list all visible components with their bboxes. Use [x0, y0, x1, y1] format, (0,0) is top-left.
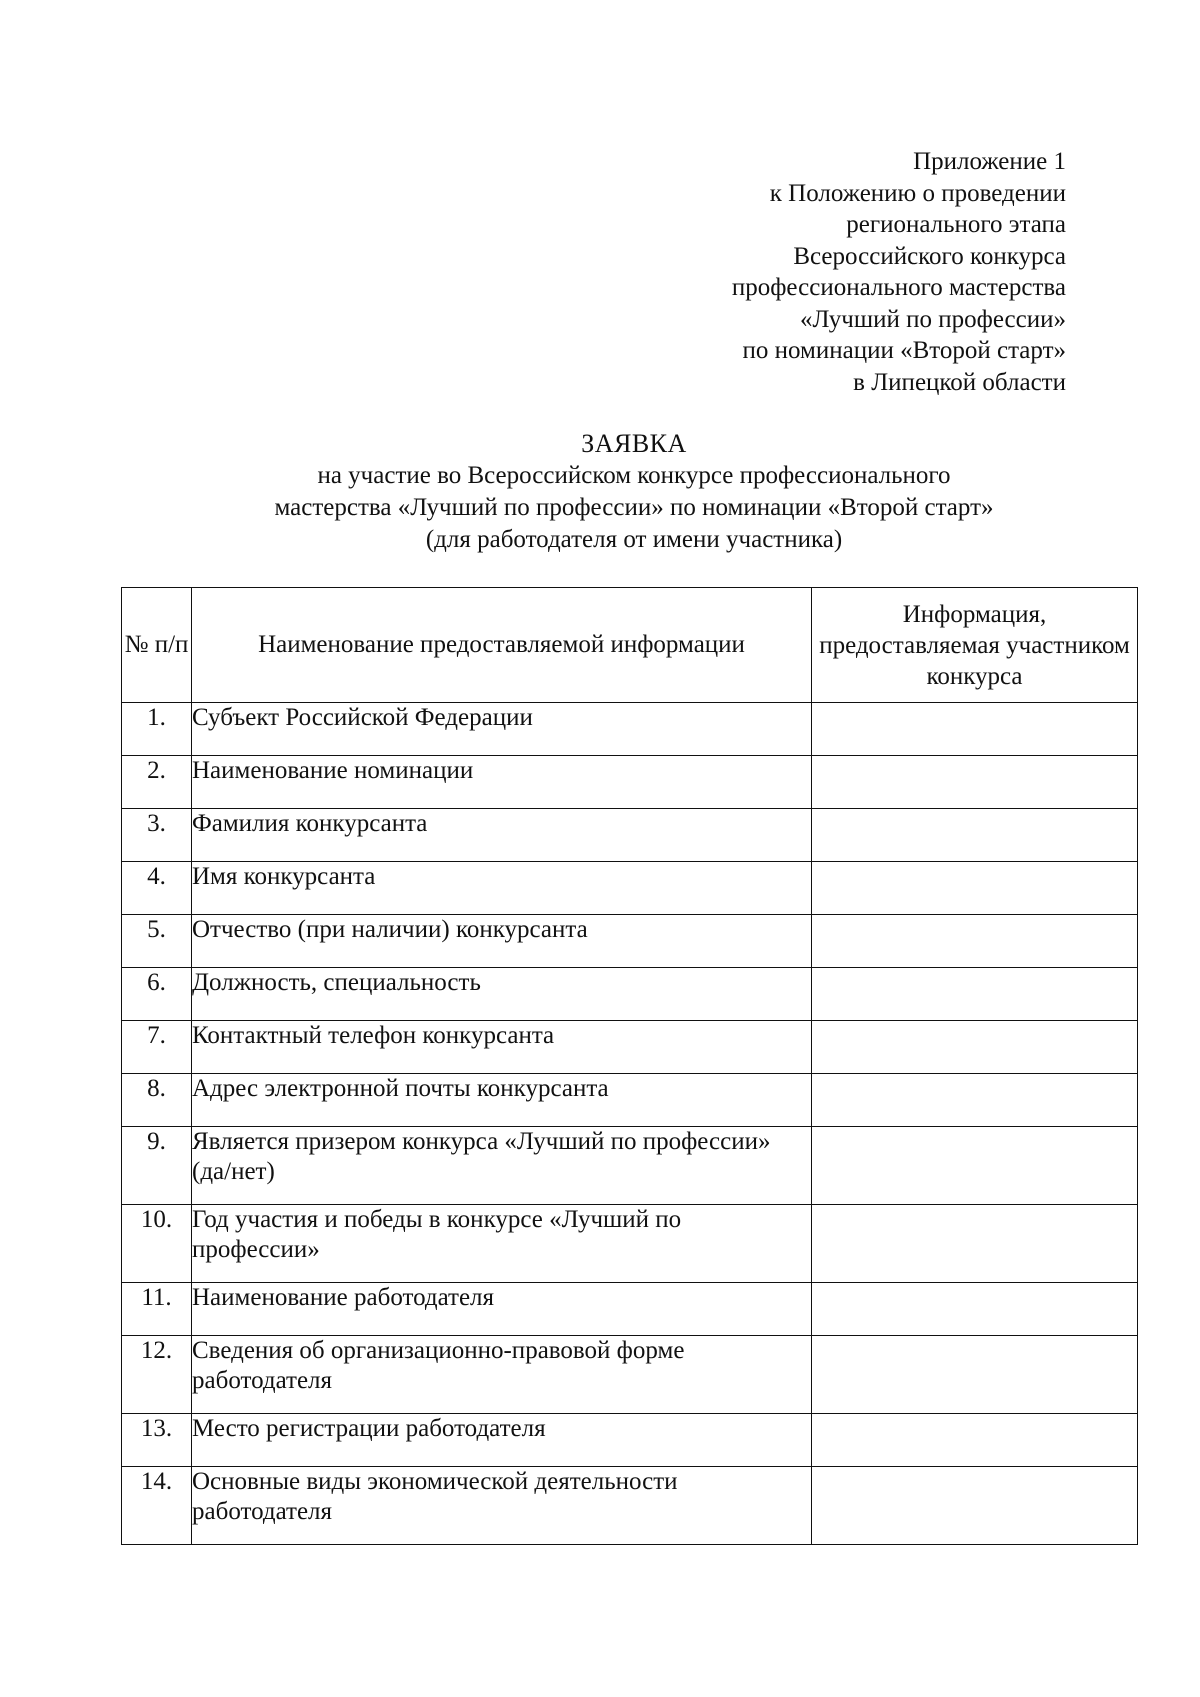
- table-row: [122, 862, 1138, 915]
- row-field-name: Год участия и победы в конкурсе «Лучший по профессии»: [192, 1205, 812, 1283]
- column-header-name: Наименование предоставляемой информации: [192, 588, 812, 703]
- row-number: 8.: [122, 1074, 192, 1127]
- row-field-name: Фамилия конкурсанта: [192, 809, 812, 862]
- table-row: [122, 756, 1138, 809]
- row-field-name: Субъект Российской Федерации: [192, 703, 812, 756]
- row-field-name: Должность, специальность: [192, 968, 812, 1021]
- row-info-cell[interactable]: [812, 1336, 1138, 1414]
- row-info-cell[interactable]: [812, 1127, 1138, 1205]
- row-number: 10.: [122, 1205, 192, 1283]
- row-number: 4.: [122, 862, 192, 915]
- row-field-name: Наименование работодателя: [192, 1283, 812, 1336]
- row-info-cell[interactable]: [812, 1074, 1138, 1127]
- appendix-line: профессионального мастерства: [731, 274, 1066, 301]
- row-info-cell[interactable]: [812, 1414, 1138, 1467]
- column-header-info: [812, 588, 1138, 703]
- appendix-line: Всероссийского конкурса: [793, 242, 1066, 270]
- row-number: 11.: [122, 1283, 192, 1336]
- row-field-name: Контактный телефон конкурсанта: [192, 1021, 812, 1074]
- table-row: [122, 1205, 1138, 1283]
- table-row: [122, 1336, 1138, 1414]
- row-field-name: Имя конкурсанта: [192, 862, 812, 915]
- row-info-cell[interactable]: [812, 703, 1138, 756]
- column-header-info-text: Информация, предоставляемая участником конкурса: [819, 600, 1130, 690]
- row-number: 3.: [122, 809, 192, 862]
- row-field-name: Является призером конкурса «Лучший по профессии» (да/нет): [192, 1127, 812, 1205]
- row-number: 14.: [122, 1467, 192, 1545]
- document-subtitle-line: (для работодателя от имени участника): [425, 526, 843, 553]
- table-header-row: [122, 588, 1138, 703]
- row-field-name: Отчество (при наличии) конкурсанта: [192, 915, 812, 968]
- table-row: [122, 703, 1138, 756]
- table-row: [122, 1021, 1138, 1074]
- row-field-name: Сведения об организационно-правовой форме работодателя: [192, 1336, 812, 1414]
- row-number: 9.: [122, 1127, 192, 1205]
- appendix-block: [546, 146, 1066, 398]
- row-info-cell[interactable]: [812, 809, 1138, 862]
- row-field-name: Наименование номинации: [192, 756, 812, 809]
- appendix-line: по номинации «Второй старт»: [742, 337, 1066, 364]
- row-info-cell[interactable]: [812, 862, 1138, 915]
- row-number: 13.: [122, 1414, 192, 1467]
- row-info-cell[interactable]: [812, 756, 1138, 809]
- row-number: 6.: [122, 968, 192, 1021]
- row-field-name: Адрес электронной почты конкурсанта: [192, 1074, 812, 1127]
- appendix-line: «Лучший по профессии»: [799, 305, 1066, 333]
- application-table: [121, 587, 1138, 1545]
- table-row: [122, 968, 1138, 1021]
- appendix-line: к Положению о проведении: [769, 179, 1066, 207]
- table-row: [122, 1283, 1138, 1336]
- row-field-name: Место регистрации работодателя: [192, 1414, 812, 1467]
- document-subtitle-line: мастерства «Лучший по профессии» по номинации «Второй старт»: [274, 494, 994, 521]
- row-number: 2.: [122, 756, 192, 809]
- row-field-name: Основные виды экономической деятельности работодателя: [192, 1467, 812, 1545]
- row-info-cell[interactable]: [812, 968, 1138, 1021]
- row-number: 7.: [122, 1021, 192, 1074]
- row-info-cell[interactable]: [812, 1283, 1138, 1336]
- row-info-cell[interactable]: [812, 1467, 1138, 1545]
- row-number: 1.: [122, 703, 192, 756]
- table-row: [122, 1127, 1138, 1205]
- appendix-line: регионального этапа: [846, 211, 1066, 238]
- table-row: [122, 1414, 1138, 1467]
- row-number: 12.: [122, 1336, 192, 1414]
- row-info-cell[interactable]: [812, 1021, 1138, 1074]
- document-heading: [0, 428, 1200, 556]
- appendix-line: Приложение 1: [913, 148, 1066, 175]
- row-info-cell[interactable]: [812, 915, 1138, 968]
- document-title: ЗАЯВКА: [581, 429, 687, 458]
- document-subtitle-line: на участие во Всероссийском конкурсе профессионального: [317, 462, 951, 489]
- appendix-line: в Липецкой области: [853, 368, 1066, 396]
- table-row: [122, 915, 1138, 968]
- table-row: [122, 1467, 1138, 1545]
- table-body: [122, 703, 1138, 1545]
- table-row: [122, 809, 1138, 862]
- column-header-number: № п/п: [122, 588, 192, 703]
- table-row: [122, 1074, 1138, 1127]
- row-info-cell[interactable]: [812, 1205, 1138, 1283]
- row-number: 5.: [122, 915, 192, 968]
